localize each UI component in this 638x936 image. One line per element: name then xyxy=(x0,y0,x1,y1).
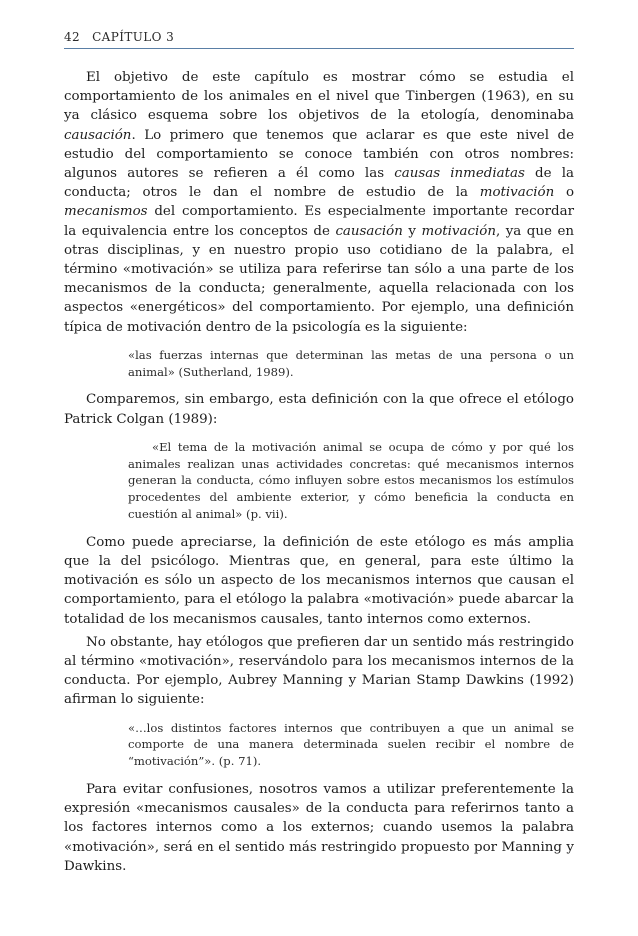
term-causas-inmediatas: causas inmediatas xyxy=(394,166,525,182)
page-number: 42 xyxy=(64,30,81,44)
paragraph-4: No obstante, hay etólogos que prefieren dar un sentido más restringido al término «motivación», reservándolo para los mecanismos internos de la conducta. Por ejemplo, Aubrey Manning y Marian Stamp Dawkins (1992) afirman lo siguiente: xyxy=(64,634,574,708)
term-causacion: causación xyxy=(64,127,132,143)
p1-text-e: de la conducta; otros le dan el nombre de estudio de la xyxy=(64,166,574,201)
p1-text-g: o xyxy=(554,185,575,201)
quote-sutherland: «las fuerzas internas que determinan las metas de una persona o un animal» (Sutherland, 1989). xyxy=(128,347,574,379)
p1-text-i: del comportamiento. Es especialmente importante recordar la equivalencia entre los conceptos de xyxy=(64,204,574,239)
p1-text-a: El objetivo de este capítulo es mostrar cómo se estudia el comportamiento de los animales en el nivel que Tinbergen (1963), en su ya clásico esquema sobre los objetivos de la etología, denominaba xyxy=(64,70,574,124)
paragraph-5: Para evitar confusiones, nosotros vamos a utilizar preferentemente la expresión «mecanismos causales» de la conducta para referirnos tanto a los factores internos como a los externos; cuando usemos la palabra «motivación», será en el sentido más restringido propuesto por Manning y Dawkins. xyxy=(64,782,574,874)
paragraph-2: Comparemos, sin embargo, esta definición con la que ofrece el etólogo Patrick Colgan (1989): xyxy=(64,392,574,427)
quote-colgan: «El tema de la motivación animal se ocupa de cómo y por qué los animales realizan unas actividades concretas: qué mecanismos internos generan la conducta, cómo influyen sobre estos mecanismos los estímulos procedentes del ambiente exterior, y cómo beneficia la conducta en cuestión al animal» (p. vii). xyxy=(128,439,574,522)
quote-manning-dawkins: «…los distintos factores internos que contribuyen a que un animal se comporte de una manera determinada suelen recibir el nombre de “motivación”». (p. 71). xyxy=(128,720,574,769)
term-motivacion: motivación xyxy=(479,185,555,201)
paragraph-1 xyxy=(64,68,574,337)
paragraph-3: Como puede apreciarse, la definición de este etólogo es más amplia que la del psicólogo. Mientras que, en general, para este último la motivación es sólo un aspecto de los mecanismos internos que causan el comportamiento, para el etólogo la palabra «motivación» puede abarcar la totalidad de los mecanismos causales, tanto internos como externos. xyxy=(64,534,574,627)
term-motivacion-2: motivación xyxy=(421,223,496,239)
p1-text-k: y xyxy=(402,223,422,239)
body-text xyxy=(64,68,574,876)
term-causacion-2: causación xyxy=(335,223,403,239)
running-head xyxy=(64,30,574,44)
chapter-title: CAPÍTULO 3 xyxy=(92,30,175,44)
term-mecanismos: mecanismos xyxy=(64,204,148,220)
p1-text-m: , ya que en otras disciplinas, y en nuestro propio uso cotidiano de la palabra, el término «motivación» se utiliza para referirse tan sólo a una parte de los mecanismos de la conducta; generalmente, aquella relacionada con los aspectos «energéticos» del comportamiento. Por ejemplo, una definición típica de motivación dentro de la psicología es la siguiente: xyxy=(64,223,575,335)
header-rule xyxy=(64,48,574,49)
p1-text-c: . Lo primero que tenemos que aclarar es que este nivel de estudio del comportamiento se conoce también con otros nombres: algunos autores se refieren a él como las xyxy=(64,127,574,182)
